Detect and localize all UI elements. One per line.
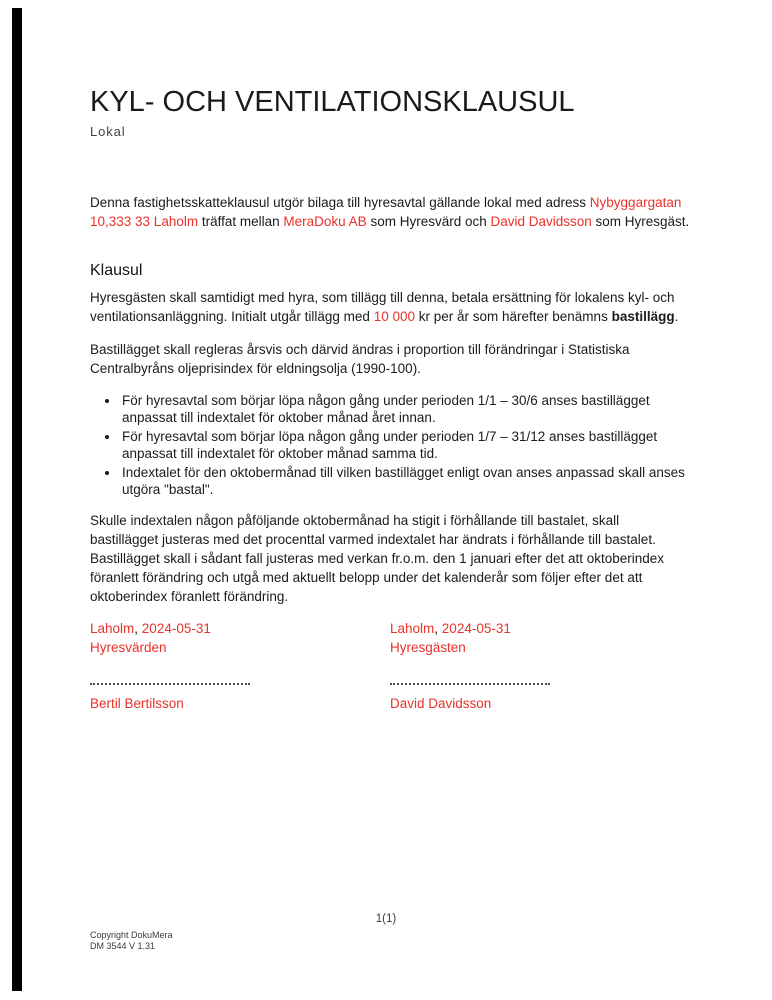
document-title: KYL- OCH VENTILATIONSKLAUSUL [90, 86, 575, 118]
text-segment: träffat mellan [198, 214, 284, 230]
field-value: 10 000 [373, 309, 415, 325]
signature-place-date [390, 619, 690, 638]
page-number: 1(1) [375, 913, 397, 925]
text-segment: , [434, 621, 442, 637]
signature-name: Bertil Bertilsson [90, 696, 184, 712]
clause-paragraph-a [90, 288, 690, 326]
field-value: Nybyggargatan 10,333 33 Laholm [90, 195, 682, 230]
bullet-item: • För hyresavtal som börjar löpa någon gång under perioden 1/7 – 31/12 anses bastillägget anpassat till indextalet för oktober månad samma tid. [120, 428, 690, 463]
signature-name: David Davidsson [390, 696, 492, 712]
signature-dotted-line [90, 683, 250, 685]
text-segment: kr per år som härefter benämns [414, 309, 612, 325]
field-value: David Davidsson [490, 214, 592, 230]
field-value: Laholm [390, 621, 435, 637]
intro-paragraph [90, 193, 690, 231]
clause-paragraph-c: Skulle indextalen någon påföljande oktobermånad ha stigit i förhållande till bastalet, skall bastillägget justeras med det procenttal varmed indextalet har ändrats i förhållande till bastalet. Bastillägget skall i sådant fall justeras med verkan fr.o.m. den 1 januari efter det att oktoberindex föranlett förändring och utgå med aktuellt belopp under det kalenderår som följer efter det att oktoberindex föranlett förändring. [90, 512, 665, 604]
text-segment: . [674, 309, 679, 325]
signature-landlord [90, 619, 390, 713]
copyright-block [90, 930, 173, 952]
field-value: MeraDoku AB [283, 214, 367, 230]
signature-role: Hyresvärden [90, 640, 167, 656]
field-value: 2024-05-31 [441, 621, 511, 637]
text-segment: Hyresgästen skall samtidigt med hyra, som tillägg till denna, betala ersättning för lokalens kyl- och ventilationsanläggning. Initialt utgår tillägg med [90, 290, 675, 325]
clause-bullet-list [90, 392, 690, 499]
signature-block [90, 619, 690, 713]
signature-dotted-line [390, 683, 550, 685]
copyright-line: Copyright DokuMera [90, 930, 173, 940]
bullet-item: • Indextalet för den oktobermånad till vilken bastillägget enligt ovan anses anpassad skall anses utgöra "bastal". [120, 464, 690, 499]
text-segment: Denna fastighetsskatteklausul utgör bilaga till hyresavtal gällande lokal med adress [90, 195, 590, 211]
text-segment: bastillägg [611, 309, 675, 325]
signature-role: Hyresgästen [390, 640, 466, 656]
text-segment: som Hyresgäst. [591, 214, 690, 230]
document-subtitle: Lokal [90, 124, 126, 140]
text-segment: , [134, 621, 142, 637]
clause-paragraph-b: Bastillägget skall regleras årsvis och därvid ändras i proportion till förändringar i Statistiska Centralbyråns oljeprisindex för eldningsolja (1990-100). [90, 342, 630, 377]
document-version: DM 3544 V 1.31 [90, 941, 156, 951]
clause-heading: Klausul [90, 262, 143, 280]
bullet-item: • För hyresavtal som börjar löpa någon gång under perioden 1/1 – 30/6 anses bastillägget anpassat till indextalet för oktober månad året innan. [120, 392, 690, 427]
signature-tenant [390, 619, 690, 713]
text-segment: som Hyresvärd och [366, 214, 491, 230]
signature-place-date [90, 619, 390, 638]
field-value: Laholm [90, 621, 135, 637]
field-value: 2024-05-31 [141, 621, 211, 637]
